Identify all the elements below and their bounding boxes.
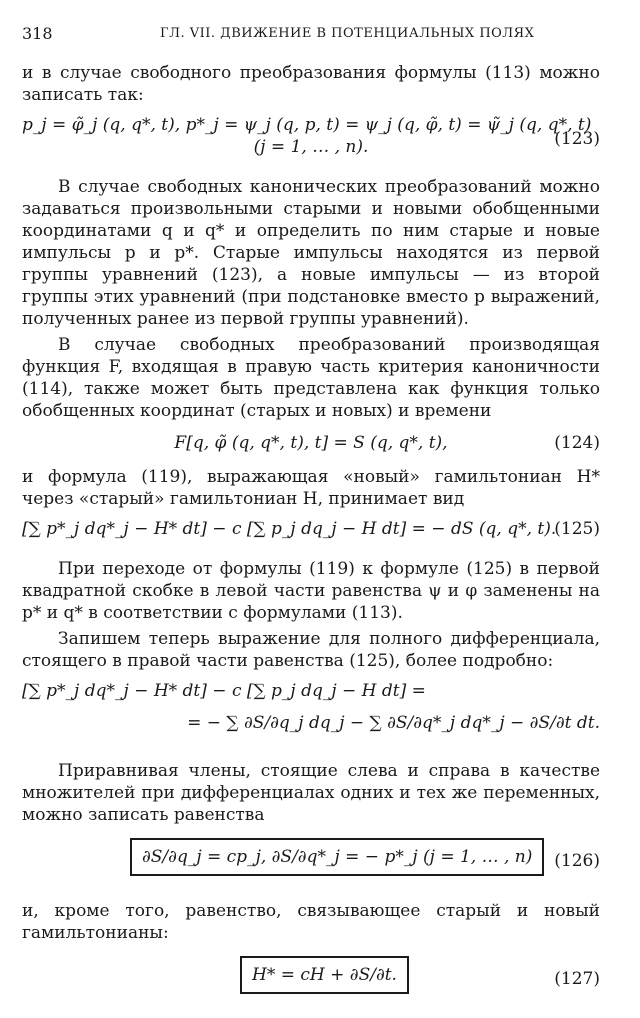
equation-line: F[q, φ̃ (q, q*, t), t] = S (q, q*, t), — [174, 433, 448, 453]
equation-line: (j = 1, … , n). — [253, 137, 369, 157]
equation-124 — [22, 432, 600, 460]
page-body — [22, 62, 600, 1018]
boxed-equation: ∂S/∂q_j = cp_j, ∂S/∂q*_j = − p*_j (j = 1, … , n) — [130, 838, 544, 876]
boxed-equation: H* = cH + ∂S/∂t. — [240, 956, 409, 994]
page-header — [22, 24, 618, 48]
equation-line: = − ∑ ∂S/∂q_j dq_j − ∑ ∂S/∂q*_j dq*_j − ∂S/∂t dt. — [187, 713, 600, 733]
equation-full-differential — [22, 680, 600, 744]
equation-number: (126) — [554, 851, 600, 871]
paragraph: и формула (119), выражающая «новый» гамильтониан H* через «старый» гамильтониан H, принимает вид — [22, 467, 600, 509]
equation-number: (125) — [554, 519, 600, 539]
running-title: ГЛ. VII. ДВИЖЕНИЕ В ПОТЕНЦИАЛЬНЫХ ПОЛЯХ — [160, 26, 535, 41]
paragraph: Приравнивая члены, стоящие слева и справа в качестве множителей при дифференциалах одних и тех же переменных, можно записать равенства — [22, 761, 600, 825]
equation-127 — [22, 956, 600, 1012]
equation-125 — [22, 518, 600, 548]
equation-line: [∑ p*_j dq*_j − H* dt] − c [∑ p_j dq_j − H dt] = − dS (q, q*, t). — [22, 519, 557, 539]
paragraph: и, кроме того, равенство, связывающее старый и новый гамильтонианы: — [22, 901, 600, 943]
equation-126 — [22, 838, 600, 894]
equation-line: p_j = φ̃_j (q, q*, t), p*_j = ψ_j (q, p, t) = ψ_j (q, φ̃, t) = ψ̃_j (q, q*, t) — [22, 115, 592, 135]
equation-number: (124) — [554, 433, 600, 453]
page-number: 318 — [22, 24, 53, 43]
equation-123 — [22, 114, 600, 166]
equation-line: [∑ p*_j dq*_j − H* dt] − c [∑ p_j dq_j − H dt] = — [22, 681, 426, 701]
paragraph: В случае свободных канонических преобразований можно задаваться произвольными старыми и новыми обобщенными координатами q и q* и определить по ним старые и новые импульсы p и p*. Старые импульсы находятся из первой группы уравнений (123), а новые импульсы — из второй группы этих уравнений (при подстановке вместо p выражений, полученных ранее из первой группы уравнений). — [22, 177, 600, 329]
equation-number: (127) — [554, 969, 600, 989]
paragraph: Запишем теперь выражение для полного дифференциала, стоящего в правой части равенства (125), более подробно: — [22, 629, 600, 671]
paragraph: При переходе от формулы (119) к формуле (125) в первой квадратной скобке в левой части равенства ψ и φ заменены на p* и q* в соответствии с формулами (113). — [22, 559, 600, 623]
paragraph: и в случае свободного преобразования формулы (113) можно записать так: — [22, 63, 600, 105]
paragraph: В случае свободных преобразований производящая функция F, входящая в правую часть критерия каноничности (114), также может быть представлена как функция только обобщенных координат (старых и новых) и времени — [22, 335, 600, 421]
equation-number: (123) — [554, 129, 600, 149]
